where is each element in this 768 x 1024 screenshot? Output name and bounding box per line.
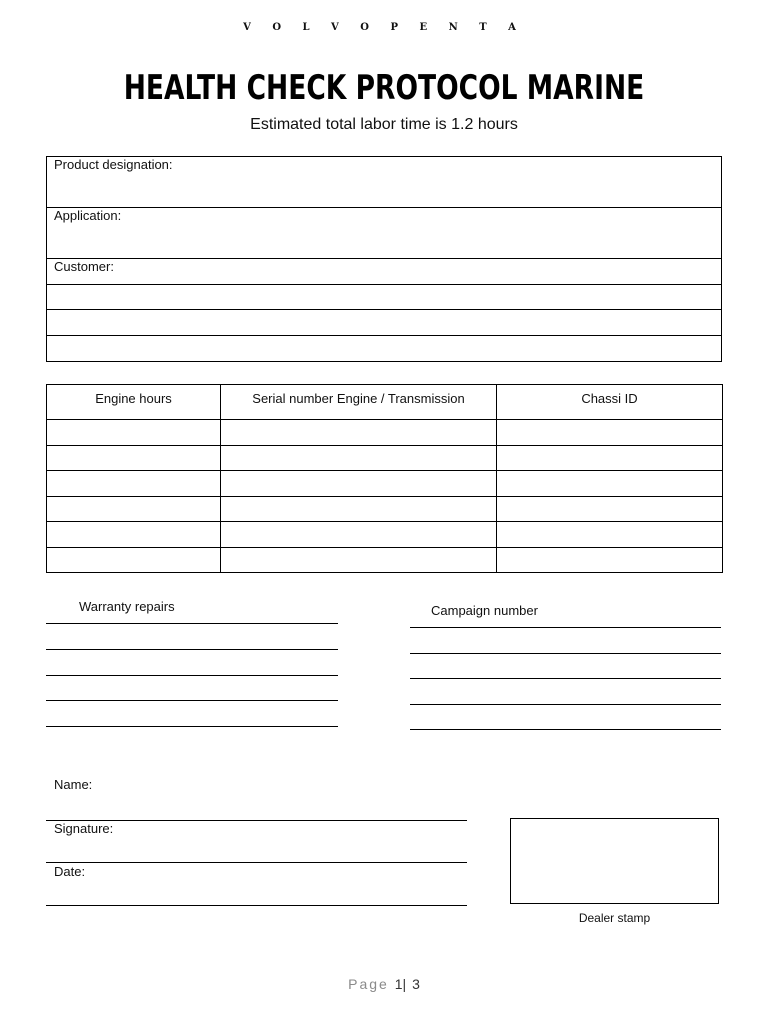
- chassi-id-cell[interactable]: [497, 547, 723, 573]
- warranty-repairs-line[interactable]: [46, 675, 338, 676]
- warranty-repairs-line[interactable]: [46, 700, 338, 701]
- column-header-chassi-id: Chassi ID: [497, 385, 723, 420]
- campaign-number-line[interactable]: [410, 729, 721, 730]
- product-designation-label: Product designation:: [54, 157, 173, 172]
- brand-logo-text: V O L V O P E N T A: [243, 22, 525, 33]
- chassi-id-cell[interactable]: [497, 420, 723, 446]
- campaign-number-line[interactable]: [410, 627, 721, 628]
- warranty-repairs-label: Warranty repairs: [79, 599, 175, 614]
- table-row: [47, 420, 723, 446]
- column-header-engine-hours: Engine hours: [47, 385, 221, 420]
- page-subtitle: Estimated total labor time is 1.2 hours: [250, 116, 518, 133]
- chassi-id-cell[interactable]: [497, 496, 723, 522]
- dealer-stamp-box[interactable]: [510, 818, 719, 904]
- date-line[interactable]: [46, 905, 467, 906]
- page-number: 1: [394, 976, 403, 992]
- signature-line[interactable]: [46, 862, 467, 863]
- application-label: Application:: [54, 208, 122, 223]
- customer-line[interactable]: [47, 285, 721, 311]
- page-footer: [0, 976, 768, 992]
- warranty-repairs-line[interactable]: [46, 623, 338, 624]
- table-row: [47, 522, 723, 548]
- serial-number-cell[interactable]: [221, 496, 497, 522]
- serial-number-cell[interactable]: [221, 445, 497, 471]
- warranty-repairs-line[interactable]: [46, 649, 338, 650]
- engine-hours-cell[interactable]: [47, 445, 221, 471]
- product-designation-field[interactable]: [47, 157, 721, 208]
- engine-hours-cell[interactable]: [47, 547, 221, 573]
- customer-label: Customer:: [54, 259, 114, 274]
- signature-label: Signature:: [54, 821, 114, 836]
- table-row: [47, 496, 723, 522]
- chassi-id-cell[interactable]: [497, 445, 723, 471]
- page-total: 3: [412, 976, 420, 992]
- dealer-stamp-label: Dealer stamp: [578, 911, 651, 925]
- campaign-number-line[interactable]: [410, 704, 721, 705]
- page-separator: |: [402, 976, 407, 992]
- engine-hours-cell[interactable]: [47, 471, 221, 497]
- serial-number-cell[interactable]: [221, 522, 497, 548]
- campaign-number-line[interactable]: [410, 653, 721, 654]
- customer-line[interactable]: [47, 310, 721, 336]
- column-header-serial-number: Serial number Engine / Transmission: [221, 385, 497, 420]
- table-row: [47, 445, 723, 471]
- chassi-id-cell[interactable]: [497, 522, 723, 548]
- campaign-number-label: Campaign number: [431, 603, 538, 618]
- engine-hours-cell[interactable]: [47, 496, 221, 522]
- engine-hours-cell[interactable]: [47, 420, 221, 446]
- chassi-id-cell[interactable]: [497, 471, 723, 497]
- table-row: [47, 471, 723, 497]
- engine-table-header: [47, 385, 723, 420]
- application-field[interactable]: [47, 208, 721, 259]
- table-row: [47, 547, 723, 573]
- serial-number-cell[interactable]: [221, 420, 497, 446]
- campaign-number-line[interactable]: [410, 678, 721, 679]
- customer-info-form: [46, 156, 722, 362]
- engine-hours-cell[interactable]: [47, 522, 221, 548]
- serial-number-cell[interactable]: [221, 547, 497, 573]
- warranty-repairs-line[interactable]: [46, 726, 338, 727]
- engine-table: [46, 384, 723, 573]
- customer-field[interactable]: [47, 259, 721, 285]
- serial-number-cell[interactable]: [221, 471, 497, 497]
- page-title: HEALTH CHECK PROTOCOL MARINE: [123, 68, 645, 108]
- customer-line[interactable]: [47, 336, 721, 362]
- name-label: Name:: [54, 777, 93, 792]
- date-label: Date:: [54, 864, 86, 879]
- page-word: Page: [348, 976, 389, 992]
